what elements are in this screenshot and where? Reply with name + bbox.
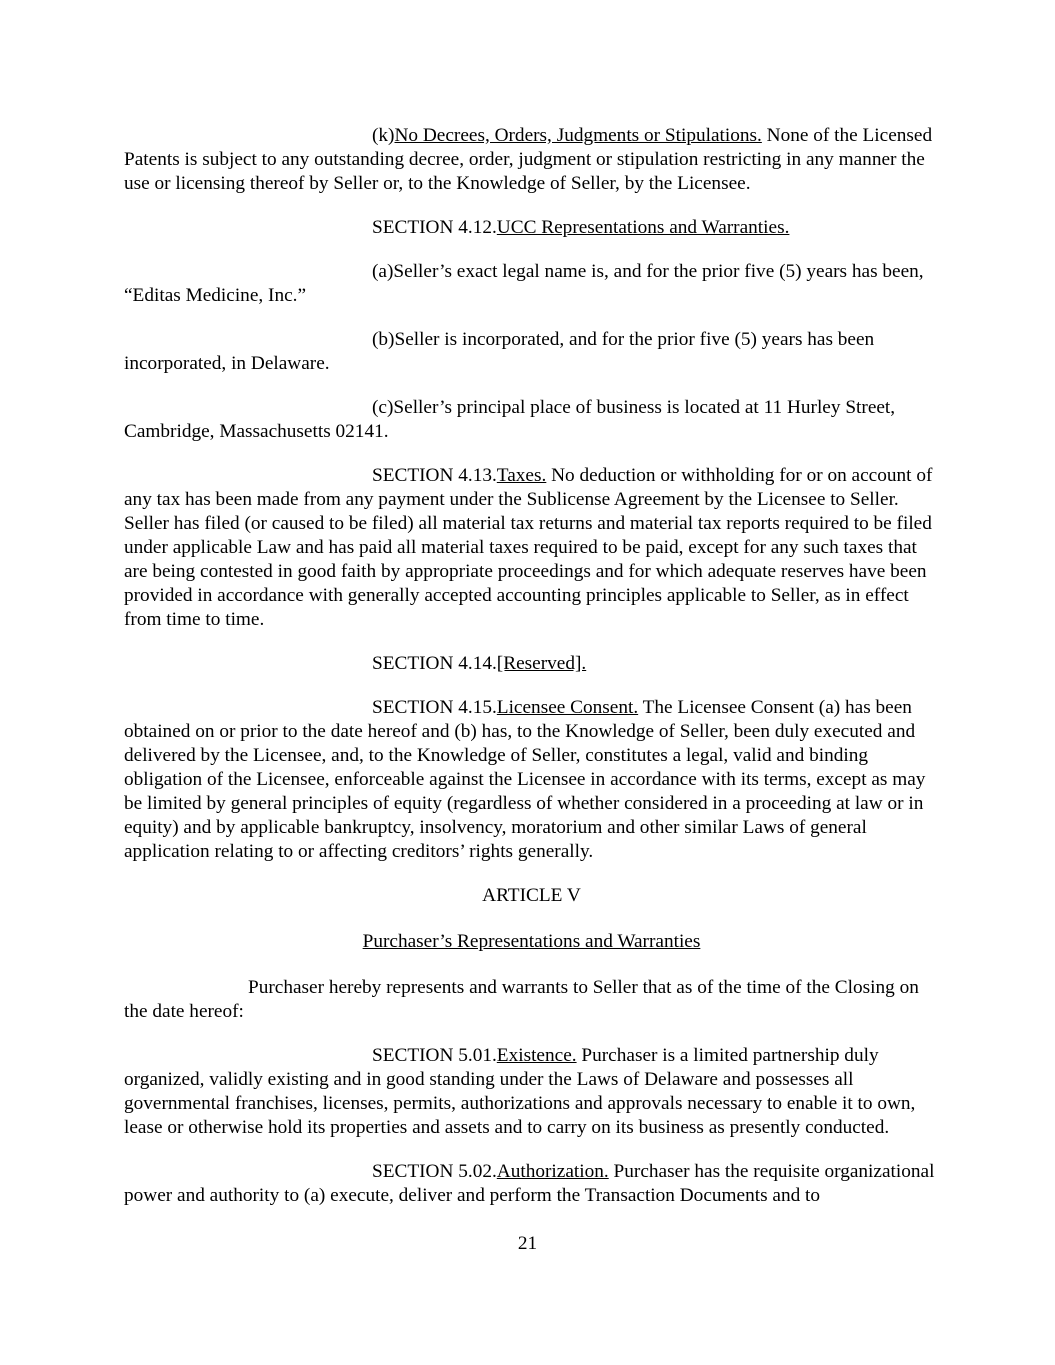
section-heading: [Reserved].: [496, 653, 587, 674]
section-label: SECTION 5.02.: [372, 1161, 497, 1182]
paragraph-label: (c): [372, 397, 394, 418]
section-heading: Authorization.: [496, 1161, 609, 1182]
paragraph-label: (a): [372, 261, 394, 282]
section-label: SECTION 4.15.: [372, 697, 497, 718]
paragraph-k: [124, 124, 939, 196]
paragraph-c: [124, 396, 939, 444]
section-label: SECTION 5.01.: [372, 1045, 497, 1066]
section-5-01: [124, 1044, 939, 1140]
article-intro: Purchaser hereby represents and warrants to Seller that as of the time of the Closing on the date hereof:: [124, 977, 919, 1022]
section-4-13: [124, 464, 939, 632]
paragraph-b: [124, 328, 939, 376]
section-heading: Existence.: [496, 1045, 577, 1066]
paragraph-label: (b): [372, 329, 395, 350]
section-text: Purchaser is a limited partnership duly organized, validly existing and in good standing under the Laws of Delaware and possesses all governmental franchises, licenses, permits, authorizations and approvals necessary to enable it to own, lease or otherwise hold its properties and assets and to carry on its business as presently conducted.: [124, 1045, 916, 1138]
section-label: SECTION 4.12.: [372, 217, 497, 238]
section-4-12: [124, 216, 939, 240]
paragraph-label: (k): [372, 125, 395, 146]
section-label: SECTION 4.13.: [372, 465, 497, 486]
article-subtitle-text: Purchaser’s Representations and Warranties: [362, 931, 701, 952]
section-4-15: [124, 696, 939, 864]
article-subtitle: [124, 930, 939, 954]
paragraph-text: Seller’s exact legal name is, and for the prior five (5) years has been, “Editas Medicine, Inc.”: [124, 261, 924, 306]
section-heading: UCC Representations and Warranties.: [496, 217, 790, 238]
section-heading: Taxes.: [496, 465, 547, 486]
paragraph-text: Seller’s principal place of business is located at 11 Hurley Street, Cambridge, Massachusetts 02141.: [124, 397, 896, 442]
article-title: ARTICLE V: [482, 885, 581, 906]
section-4-14: [124, 652, 939, 676]
section-heading: Licensee Consent.: [496, 697, 639, 718]
paragraph-text: Seller is incorporated, and for the prior five (5) years has been incorporated, in Delaware.: [124, 329, 875, 374]
paragraph-text: None of the Licensed Patents is subject to any outstanding decree, order, judgment or stipulation restricting in any manner the use or licensing thereof by Seller or, to the Knowledge of Seller, by the Licensee.: [124, 125, 933, 194]
paragraph-heading: No Decrees, Orders, Judgments or Stipulations.: [394, 125, 762, 146]
section-text: The Licensee Consent (a) has been obtained on or prior to the date hereof and (b) has, to the Knowledge of Seller, been duly executed and delivered by the Licensee, and, to the Knowledge of Seller, constitutes a legal, valid and binding obligation of the Licensee, enforceable against the Licensee in accordance with its terms, except as may be limited by general principles of equity (regardless of whether considered in a proceeding at law or in equity) and by applicable bankruptcy, insolvency, moratorium and other similar Laws of general application relating to or affecting creditors’ rights generally.: [124, 697, 926, 862]
section-text: No deduction or withholding for or on account of any tax has been made from any payment under the Sublicense Agreement by the Licensee to Seller. Seller has filed (or caused to be filed) all material tax returns and material tax reports required to be filed under applicable Law and has paid all material taxes required to be paid, except for any such taxes that are being contested in good faith by appropriate proceedings and for which adequate reserves have been provided in accordance with generally accepted accounting principles applicable to Seller, as in effect from time to time.: [124, 465, 933, 630]
document-page: [124, 124, 939, 1208]
paragraph-a: [124, 260, 939, 308]
section-5-02: [124, 1160, 939, 1208]
section-text: Purchaser has the requisite organizational power and authority to (a) execute, deliver and perform the Transaction Documents and to: [124, 1161, 935, 1206]
section-label: SECTION 4.14.: [372, 653, 497, 674]
page-number: 21: [517, 1233, 538, 1254]
